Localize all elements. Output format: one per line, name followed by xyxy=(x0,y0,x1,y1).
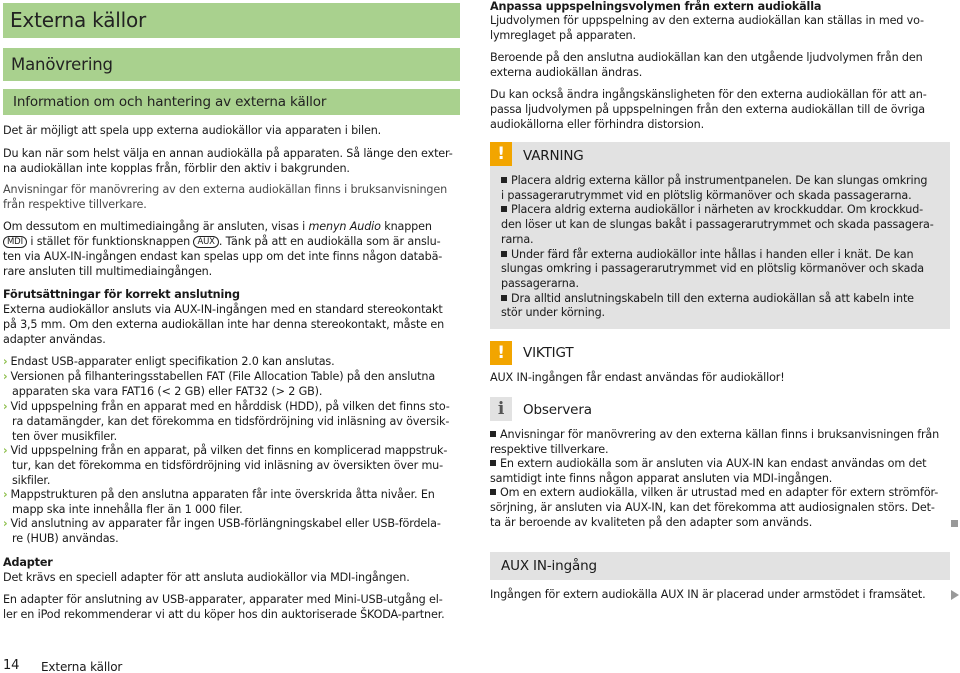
paragraph-line: adapter användas. xyxy=(3,333,106,346)
bullet-square-icon xyxy=(501,251,507,257)
chapter-title: Externa källor xyxy=(3,3,460,38)
paragraph-line: Ljudvolymen för uppspelning av den externa audiokällan kan ställas in med vo- xyxy=(490,14,924,27)
list-item: › Vid uppspelning från en apparat med en hårddisk (HDD), på vilken det finns sto- xyxy=(3,400,450,413)
paragraph-line: na audiokällan inte kopplas från, förblir den aktiv i bakgrunden. xyxy=(3,162,350,175)
subsection-title: Information om och hantering av externa källor xyxy=(3,89,460,115)
note-item: Om en extern audiokälla, vilken är utrustad med en adapter för extern strömför- xyxy=(490,486,938,501)
warning-item-line: rarna. xyxy=(501,233,534,246)
warning-item-line: passagerarna. xyxy=(501,277,579,290)
paragraph-line: ten via AUX-IN-ingången endast kan spelas upp om det inte finns någon databä- xyxy=(3,250,443,263)
bullet-square-icon xyxy=(501,206,507,212)
volume-heading: Anpassa uppspelningsvolymen från extern audiokälla xyxy=(490,0,822,13)
bullet-square-icon xyxy=(490,489,496,495)
paragraph-line: på 3,5 mm. Om den externa audiokällan inte har denna stereokontakt, måste en xyxy=(3,318,445,331)
paragraph-line: MDI i stället för funktionsknappen AUX . Tänk på att en audiokälla som är anslu- xyxy=(3,235,440,250)
list-item: › Mappstrukturen på den anslutna apparaten får inte överskrida åtta nivåer. En xyxy=(3,488,435,501)
list-item-line: mapp ska inte innehålla fler än 1 000 filer. xyxy=(12,503,243,516)
aux-text: Ingången för extern audiokälla AUX IN är placerad under armstödet i framsätet. xyxy=(490,588,926,601)
mdi-key: MDI xyxy=(3,236,27,248)
paragraph-line: lymreglaget på apparaten. xyxy=(490,29,636,42)
bullet-square-icon xyxy=(490,460,496,466)
note-item-line: samtidigt inte finns någon apparat ansluten via MDI-ingången. xyxy=(490,472,833,485)
warning-item-line: stör under körning. xyxy=(501,306,605,319)
paragraph-line: Om dessutom en multimediaingång är ansluten, visas i menyn Audio knappen xyxy=(3,220,432,233)
chevron-icon: › xyxy=(3,370,8,383)
note-item-line: respektive tillverkare. xyxy=(490,443,609,456)
warning-icon: ! xyxy=(490,142,512,166)
caution-icon: ! xyxy=(490,341,512,365)
paragraph-line: externa audiokällan ändras. xyxy=(490,66,643,79)
list-item-line: ra datamängder, kan det förekomma en tidsfördröjning vid inläsning av översik- xyxy=(12,415,450,428)
adapter-heading: Adapter xyxy=(3,556,53,569)
warning-item-line: slungas omkring i passagerarutrymmet vid en plötslig körmanöver och skada xyxy=(501,262,924,275)
bullet-square-icon xyxy=(490,431,496,437)
list-item: › Vid anslutning av apparater får ingen USB-förlängningskabel eller USB-fördela- xyxy=(3,517,441,530)
paragraph-line: Du kan också ändra ingångskänsligheten för den externa audiokällan för att an- xyxy=(490,88,927,101)
warning-item-line: den löser ut kan de slungas bakåt i passagerarutrymmet och skada passagera- xyxy=(501,218,934,231)
paragraph-line: från respektive tillverkare. xyxy=(3,198,147,211)
warning-item: Placera aldrig externa audiokällor i närheten av krockkuddar. Om krockkud- xyxy=(501,203,923,218)
bullet-square-icon xyxy=(501,295,507,301)
list-item-line: apparaten ska vara FAT16 (< 2 GB) eller FAT32 (> 2 GB). xyxy=(12,385,323,398)
list-item-line: re (HUB) användas. xyxy=(12,532,119,545)
paragraph-line: Du kan när som helst välja en annan audiokälla på apparaten. Så länge den exter- xyxy=(3,147,453,160)
aux-key: AUX xyxy=(193,236,218,248)
chevron-icon: › xyxy=(3,517,8,530)
continue-arrow-icon xyxy=(951,590,959,600)
warning-item: Placera aldrig externa källor på instrumentpanelen. De kan slungas omkring xyxy=(501,174,927,189)
footer-chapter: Externa källor xyxy=(41,660,123,673)
chevron-icon: › xyxy=(3,400,8,413)
warning-item: Under färd får externa audiokällor inte hållas i handen eller i knät. De kan xyxy=(501,248,913,263)
list-item: › Versionen på filhanteringsstabellen FAT (File Allocation Table) på den anslutna xyxy=(3,370,436,383)
note-item-line: ta är beroende av kvaliteten på den adapter som används. xyxy=(490,516,813,529)
paragraph-line: audiokällorna eller förhindra distorsion. xyxy=(490,118,704,131)
warning-title: VARNING xyxy=(523,148,584,164)
list-item-line: tur, kan det förekomma en tidsfördröjning vid inläsning av översikten över mu- xyxy=(12,459,444,472)
chevron-icon: › xyxy=(3,488,8,501)
paragraph-line: Beroende på den anslutna audiokällan kan den utgående ljudvolymen från den xyxy=(490,51,923,64)
note-item-line: sörjning, är ansluten via AUX-IN, kan det förekomma att audiosignalen störs. Det- xyxy=(490,501,935,514)
list-item: › Endast USB-apparater enligt specifikation 2.0 kan anslutas. xyxy=(3,355,335,368)
list-item-line: sikfiler. xyxy=(12,474,51,487)
caution-title: VIKTIGT xyxy=(523,345,574,361)
warning-item: Dra alltid anslutningskabeln till den externa audiokällan så att kabeln inte xyxy=(501,292,914,307)
paragraph-line: passa ljudvolymen på uppspelningen från den externa audiokällan till de övriga xyxy=(490,103,925,116)
chevron-icon: › xyxy=(3,355,8,368)
menu-name: menyn Audio xyxy=(308,220,381,233)
paragraph-line: Det krävs en speciell adapter för att ansluta audiokällor via MDI-ingången. xyxy=(3,571,410,584)
paragraph-line: Anvisningar för manövrering av den externa audiokällan finns i bruksanvisningen xyxy=(3,183,448,196)
note-item: En extern audiokälla som är ansluten via AUX-IN kan endast användas om det xyxy=(490,457,926,472)
note-item: Anvisningar för manövrering av den externa källan finns i bruksanvisningen från xyxy=(490,428,939,443)
intro-paragraph: Det är möjligt att spela upp externa audiokällor via apparaten i bilen. xyxy=(3,124,382,137)
paragraph-line: En adapter för anslutning av USB-apparater, apparater med Mini-USB-utgång el- xyxy=(3,593,443,606)
page-number: 14 xyxy=(3,658,20,673)
list-item-line: ten över musikfiler. xyxy=(12,430,117,443)
end-square-icon xyxy=(951,520,958,527)
bullet-square-icon xyxy=(501,177,507,183)
note-title: Observera xyxy=(523,402,592,418)
paragraph-line: ler en iPod rekommenderar vi att du köper hos din auktoriserade ŠKODA-partner. xyxy=(3,608,445,621)
warning-item-line: i passagerarutrymmet vid en plötslig körmanöver och skada passagerarna. xyxy=(501,189,912,202)
caution-text: AUX IN-ingången får endast användas för audiokällor! xyxy=(490,371,785,384)
list-item: › Vid uppspelning från en apparat, på vilken det finns en komplicerad mappstruk- xyxy=(3,444,448,457)
aux-heading: AUX IN-ingång xyxy=(501,558,597,574)
info-icon: i xyxy=(490,397,512,421)
prerequisites-heading: Förutsättningar för korrekt anslutning xyxy=(3,288,240,301)
chevron-icon: › xyxy=(3,444,8,457)
paragraph-line: Externa audiokällor ansluts via AUX-IN-ingången med en standard stereokontakt xyxy=(3,303,443,316)
section-title: Manövrering xyxy=(3,48,460,81)
paragraph-line: rare ansluten till multimediaingången. xyxy=(3,265,213,278)
